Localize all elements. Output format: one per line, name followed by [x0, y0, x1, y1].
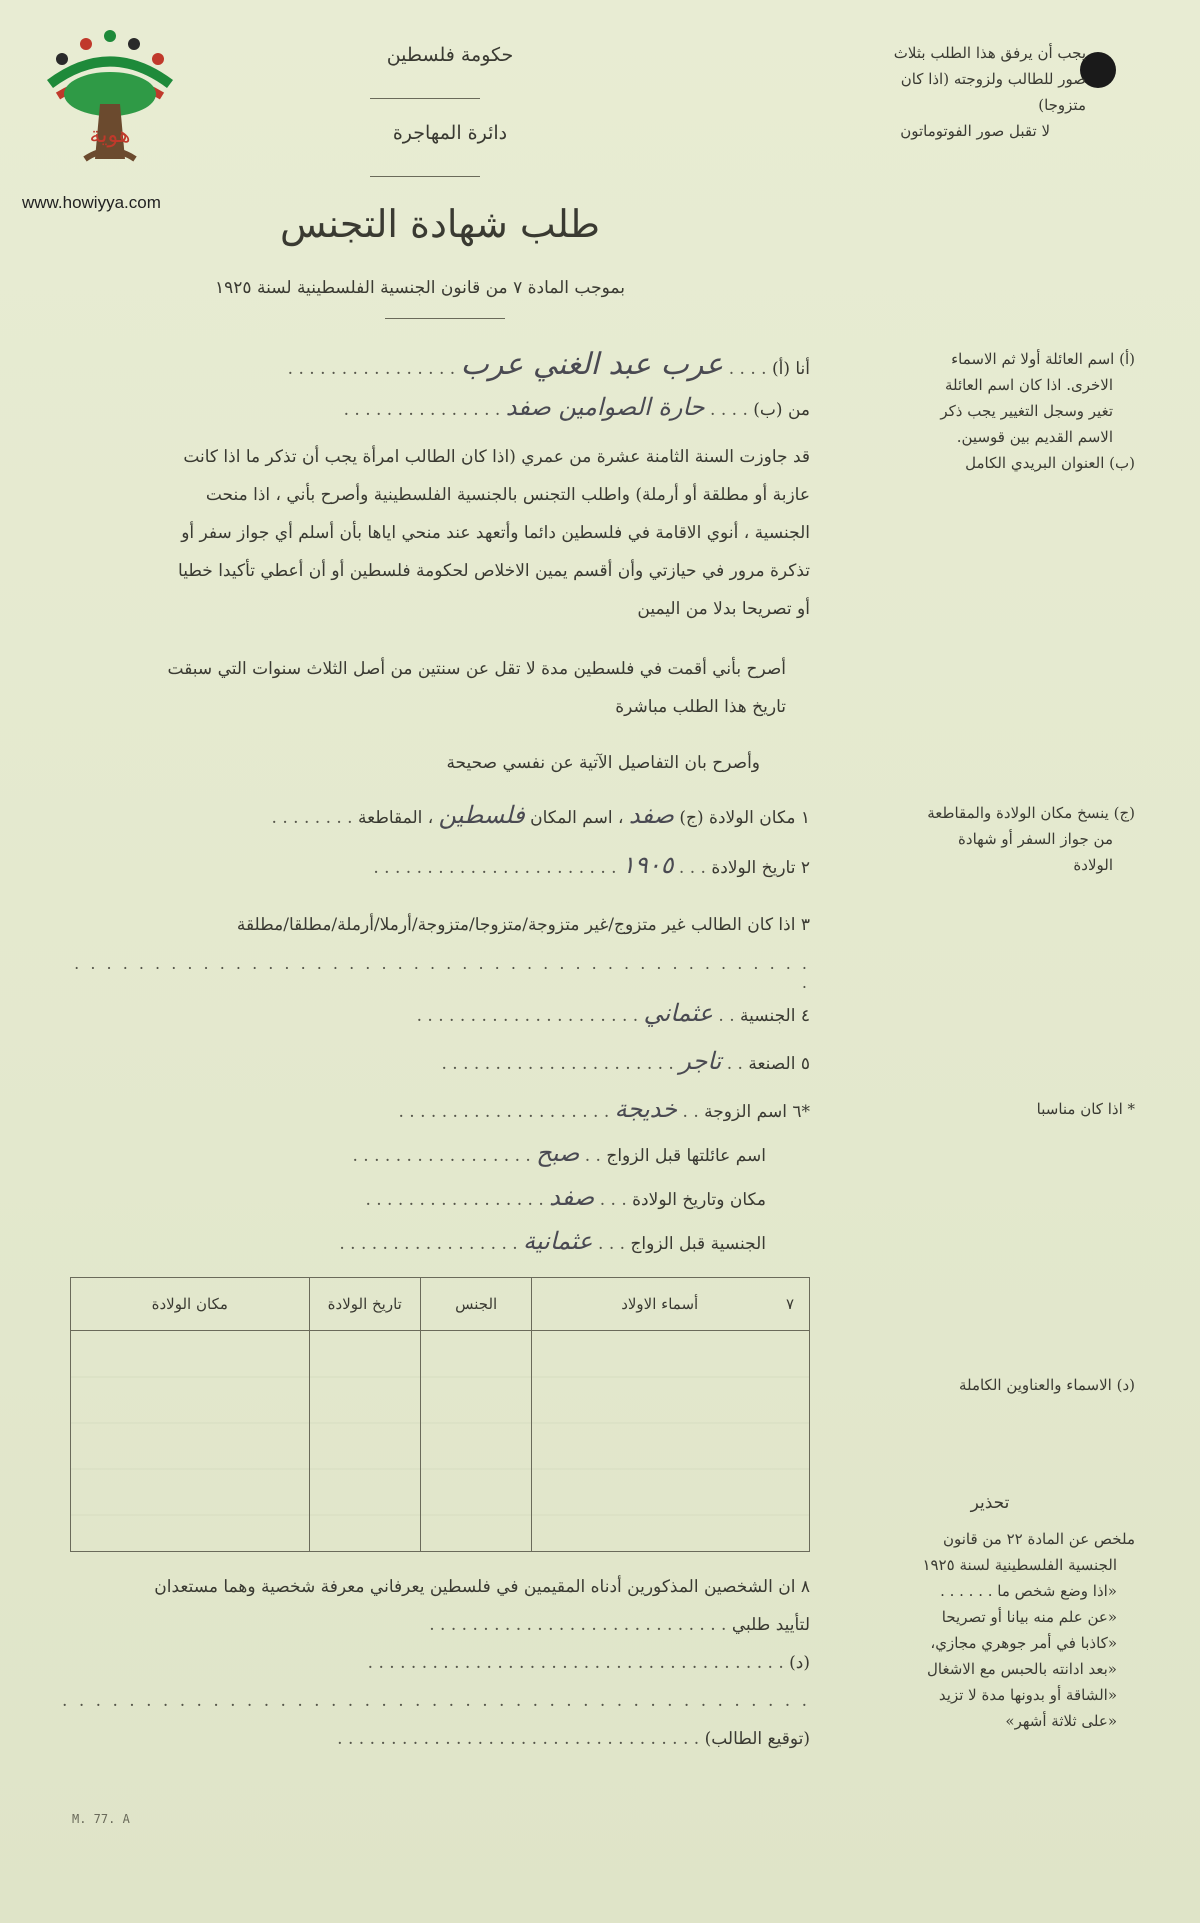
children-names-header: أسماء الاولاد: [621, 1295, 699, 1313]
wife-name-value: خديجة: [614, 1095, 678, 1123]
dot-leader: . . . . . . . . . . . . . . . . .: [365, 1190, 544, 1210]
declaration-paragraph: [60, 438, 810, 628]
warning-line: «عن علم منه بيانا أو تصريحا: [941, 1608, 1117, 1626]
form-title: طلب شهادة التجنس: [279, 202, 601, 246]
side-note-line: الولادة: [1073, 856, 1113, 874]
wife-name-label: *٦ اسم الزوجة: [704, 1102, 810, 1122]
warning-line: «الشاقة أو بدونها مدة لا تزيد: [938, 1686, 1117, 1704]
table-cell[interactable]: [309, 1331, 420, 1552]
wife-birth-value: صفد: [549, 1183, 595, 1211]
form-subtitle: بموجب المادة ٧ من قانون الجنسية الفلسطينية لسنة ١٩٢٥: [215, 278, 625, 298]
item-6b-row: [60, 1178, 766, 1219]
dot-leader: . . . . . . . . . . . . . . . . . . . . . . .: [373, 858, 617, 878]
side-note-line: الاسم القديم بين قوسين.: [956, 428, 1113, 446]
table-cell[interactable]: [532, 1331, 810, 1552]
divider: [385, 318, 505, 319]
dot-leader: . . . . . . . . . . . . . . . . .: [352, 1146, 531, 1166]
dot-leader: . . . . . . . .: [271, 808, 353, 828]
note-line: يجب أن يرفق هذا الطلب بثلاث: [893, 44, 1086, 62]
children-table: [70, 1277, 810, 1552]
side-note-line: (أ) اسم العائلة أولا ثم الاسماء: [951, 350, 1135, 368]
side-note-line: الاخرى. اذا كان اسم العائلة: [944, 376, 1113, 394]
field-b-value: حارة الصوامين صفد: [505, 393, 705, 421]
birthplace-header: مكان الولادة: [71, 1278, 310, 1331]
dot-leader: . . .: [599, 1190, 627, 1210]
declaration-line: عازبة أو مطلقة أو أرملة) واطلب التجنس بالجنسية الفلسطينية وأصرح بأني ، اذا منحت: [205, 485, 810, 505]
maiden-name-label: اسم عائلتها قبل الزواج: [606, 1146, 766, 1166]
district-label: ، المقاطعة: [358, 808, 434, 828]
warning-line: «بعد ادانته بالحبس مع الاشغال: [927, 1660, 1117, 1678]
birthplace-value: صفد: [628, 801, 674, 829]
declaration-line: تاريخ هذا الطلب مباشرة: [615, 697, 786, 717]
dob-header: تاريخ الولادة: [309, 1278, 420, 1331]
occupation-label: ٥ الصنعة: [748, 1054, 810, 1074]
item-6a-row: [60, 1134, 766, 1175]
marital-status-label: ٣ اذا كان الطالب غير متزوج/غير متزوجة/متزوجا/متزوجة/أرملا/أرملة/مطلقا/مطلقة: [236, 915, 810, 935]
dot-leader-line: . . . . . . . . . . . . . . . . . . . . . . . . . . . . . . . . . . . . . . . . . . . . .: [62, 1691, 810, 1711]
declaration-line: أو تصريحا بدلا من اليمين: [637, 599, 810, 619]
item-5-row: [60, 1042, 810, 1083]
birthplace-label: ١ مكان الولادة (ج): [679, 808, 810, 828]
warning-line: الجنسية الفلسطينية لسنة ١٩٢٥: [922, 1556, 1117, 1574]
place-name-value: فلسطين: [438, 801, 525, 829]
howiyya-logo: [40, 24, 180, 174]
birthdate-label: ٢ تاريخ الولادة: [711, 858, 810, 878]
dot-leader: . . .: [598, 1234, 626, 1254]
dot-leader: . . . . . . . . . . . . . . .: [343, 400, 501, 420]
table-row: [71, 1331, 810, 1552]
dot-leader: . . . . . . . . . . . . . . . .: [287, 359, 456, 379]
logo-text: هوية: [89, 123, 131, 148]
item-3-row: [60, 906, 810, 944]
dot-leader: . .: [584, 1146, 601, 1166]
signature-row: [60, 1720, 810, 1758]
dot-leader: . . . .: [728, 359, 767, 379]
field-a-label: أنا (أ): [771, 359, 810, 379]
divider: [370, 176, 480, 177]
divider: [370, 98, 480, 99]
sex-header: الجنس: [420, 1278, 531, 1331]
signature-label: (توقيع الطالب): [704, 1729, 810, 1749]
birthdate-value: ١٩٠٥: [621, 851, 674, 879]
field-b-row: [70, 388, 810, 429]
item-2-row: [60, 846, 810, 887]
place-name-label: ، اسم المكان: [530, 808, 624, 828]
warning-line: ملخص عن المادة ٢٢ من قانون: [942, 1530, 1135, 1548]
dot-leader: . . . . . . . . . . . . . . . . . . . . .: [416, 1006, 639, 1026]
side-note-star: * اذا كان مناسبا: [1036, 1100, 1135, 1118]
side-note-line: تغير وسجل التغيير يجب ذكر: [940, 402, 1113, 420]
dot-leader: . . . .: [710, 400, 748, 420]
dot-leader: . . . . . . . . . . . . . . . . . . . .: [398, 1102, 610, 1122]
table-cell[interactable]: [71, 1331, 310, 1552]
declaration-line: أصرح بأني أقمت في فلسطين مدة لا تقل عن سنتين من أصل الثلاث سنوات التي سبقت: [167, 659, 786, 679]
dot-leader: . . . . . . . . . . . . . . . . . . . . . . . . . . . . . . . . . .: [337, 1729, 700, 1749]
dot-leader: . . .: [678, 858, 706, 878]
side-note-a: [845, 346, 1135, 476]
declaration-line: تذكرة مرور في حيازتي وأن أقسم يمين الاخلاص لحكومة فلسطين أو أن أعطي تأكيدا خطيا: [178, 561, 810, 581]
referee-label: (د): [789, 1653, 810, 1673]
side-note-line: (ب) العنوان البريدي الكامل: [965, 454, 1135, 472]
field-b-label: من (ب): [753, 400, 810, 420]
note-line: متزوجا): [1038, 96, 1086, 114]
field-a-value: عرب عبد الغني عرب: [460, 347, 724, 382]
particulars-heading: وأصرح بان التفاصيل الآتية عن نفسي صحيحة: [446, 753, 760, 773]
occupation-value: تاجر: [679, 1047, 722, 1075]
item-8-line: [60, 1606, 810, 1644]
col-names-header: [532, 1278, 810, 1331]
maiden-name-value: صبح: [536, 1139, 580, 1167]
side-note-line: من جواز السفر أو شهادة: [958, 830, 1113, 848]
field-a-row: [70, 346, 810, 388]
dot-leader: . .: [718, 1006, 735, 1026]
declaration-line: قد جاوزت السنة الثامنة عشرة من عمري (اذا كان الطالب امرأة يجب أن تذكر ما اذا كانت: [183, 447, 810, 467]
item-4-row: [60, 994, 810, 1035]
warning-note: [845, 1490, 1135, 1734]
item-7-number: ٧: [785, 1295, 794, 1313]
wife-nationality-value: عثمانية: [523, 1227, 593, 1255]
item-1-row: [60, 796, 810, 837]
warning-title: تحذير: [970, 1493, 1010, 1513]
nationality-value: عثماني: [643, 999, 713, 1027]
item-6-row: [60, 1090, 810, 1131]
dot-leader: . . . . . . . . . . . . . . . . . . . . . .: [441, 1054, 674, 1074]
photo-note: [830, 40, 1086, 144]
dot-leader-line: . . . . . . . . . . . . . . . . . . . . . . . . . . . . . . . . . . . . . . . . . . . . . . .: [74, 954, 810, 992]
side-note-line: (ج) ينسخ مكان الولادة والمقاطعة: [927, 804, 1135, 822]
referee-row: [60, 1644, 810, 1682]
item-8-paragraph: [60, 1568, 810, 1758]
wife-nationality-label: الجنسية قبل الزواج: [630, 1234, 766, 1254]
warning-line: «كاذبا في أمر جوهري مجازي،: [930, 1634, 1117, 1652]
table-cell[interactable]: [420, 1331, 531, 1552]
note-line: صور للطالب ولزوجته (اذا كان: [900, 70, 1086, 88]
dot-leader: . . . . . . . . . . . . . . . . .: [339, 1234, 518, 1254]
support-label: لتأييد طلبي: [731, 1615, 810, 1635]
department-heading: دائرة المهاجرة: [392, 122, 508, 144]
declaration-line: الجنسية ، أنوي الاقامة في فلسطين دائما وأتعهد عند منحي اياها بأن أسلم أي جواز سفر أو: [181, 523, 810, 543]
note-line: لا تقبل صور الفوتوماتون: [900, 122, 1050, 140]
dot-leader: . . . . . . . . . . . . . . . . . . . . . . . . . . . . . . . . . . . . . . .: [367, 1653, 784, 1673]
warning-line: «على ثلاثة أشهر»: [1005, 1712, 1117, 1730]
dot-leader: . . . . . . . . . . . . . . . . . . . . . . . . . . . .: [429, 1615, 727, 1635]
item-8-line: ٨ ان الشخصين المذكورين أدناه المقيمين في فلسطين يعرفاني معرفة شخصية وهما مستعدان: [154, 1577, 810, 1597]
watermark-site: www.howiyya.com: [22, 193, 161, 212]
dot-leader: . .: [682, 1102, 699, 1122]
warning-line: «اذا وضع شخص ما . . . . . .: [940, 1582, 1117, 1600]
residence-paragraph: [60, 650, 786, 726]
wife-birth-label: مكان وتاريخ الولادة: [632, 1190, 766, 1210]
dot-leader: . .: [726, 1054, 743, 1074]
nationality-label: ٤ الجنسية: [740, 1006, 810, 1026]
table-header-row: [71, 1278, 810, 1331]
side-note-d: (د) الاسماء والعناوين الكاملة: [958, 1376, 1135, 1394]
form-code: M. 77. A: [72, 1812, 130, 1826]
side-note-c: [845, 800, 1135, 878]
item-6c-row: [60, 1222, 766, 1263]
government-heading: حكومة فلسطين: [386, 44, 514, 66]
